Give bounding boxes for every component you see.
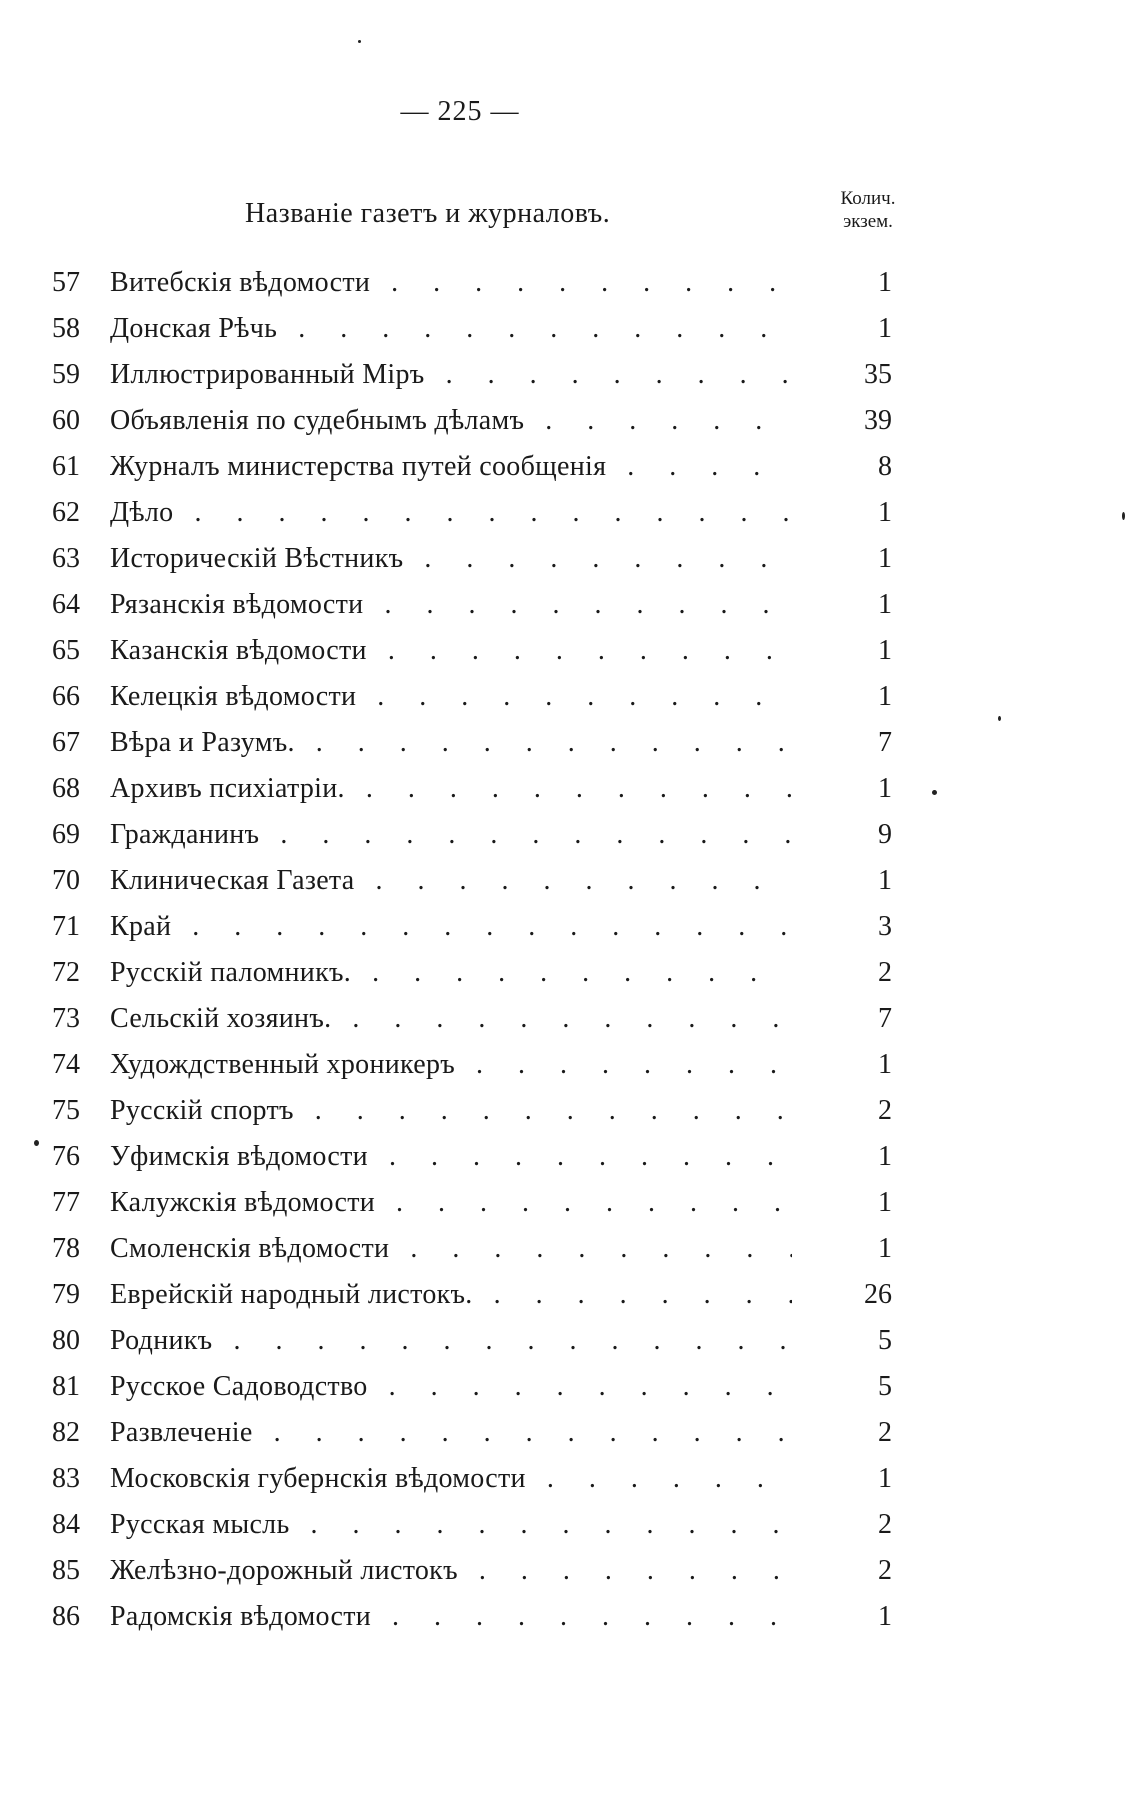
list-item	[52, 1594, 912, 1640]
periodical-title: Калужскія вѣдомости . . .	[110, 1180, 792, 1226]
periodical-title: Вѣра и Разумъ. . . .	[110, 720, 792, 766]
print-speck	[998, 716, 1001, 721]
item-number: 86	[52, 1601, 80, 1632]
list-item	[52, 398, 912, 444]
periodical-title: Уфимскія вѣдомости . . .	[110, 1134, 792, 1180]
copies-count: 26	[864, 1279, 892, 1310]
list-item	[52, 352, 912, 398]
list-item	[52, 1502, 912, 1548]
item-number: 64	[52, 589, 80, 620]
copies-count: 5	[878, 1371, 892, 1402]
item-number: 67	[52, 727, 80, 758]
list-item	[52, 858, 912, 904]
periodical-title: Иллюстрированный Міръ . . .	[110, 352, 792, 398]
periodical-title: Клиническая Газета . . .	[110, 858, 792, 904]
list-item	[52, 1272, 912, 1318]
item-number: 66	[52, 681, 80, 712]
periodical-title: Донская Рѣчь . . .	[110, 306, 792, 352]
periodical-title: Дѣло . . .	[110, 490, 792, 536]
item-number: 60	[52, 405, 80, 436]
page-number: — 225 —	[400, 96, 520, 127]
list-item	[52, 1318, 912, 1364]
list-item	[52, 1410, 912, 1456]
item-number: 57	[52, 267, 80, 298]
list-item	[52, 904, 912, 950]
print-speck	[932, 790, 937, 795]
item-number: 74	[52, 1049, 80, 1080]
item-number: 82	[52, 1417, 80, 1448]
periodical-title: Объявленія по судебнымъ дѣламъ . . .	[110, 398, 792, 444]
periodical-title: Смоленскія вѣдомости . . .	[110, 1226, 792, 1272]
table-header-title: Названіе газетъ и журналовъ.	[245, 198, 611, 229]
copies-count: 1	[878, 267, 892, 298]
list-item	[52, 766, 912, 812]
list-item	[52, 1134, 912, 1180]
copies-count: 1	[878, 1601, 892, 1632]
periodical-title: Край . . .	[110, 904, 792, 950]
list-item	[52, 260, 912, 306]
list-item	[52, 536, 912, 582]
item-number: 84	[52, 1509, 80, 1540]
copies-count: 1	[878, 1187, 892, 1218]
item-number: 61	[52, 451, 80, 482]
item-number: 63	[52, 543, 80, 574]
copies-count: 2	[878, 1095, 892, 1126]
periodical-title: Русскій паломникъ. . . .	[110, 950, 792, 996]
copies-count: 1	[878, 1233, 892, 1264]
periodical-title: Казанскія вѣдомости . . .	[110, 628, 792, 674]
periodical-title: Витебскія вѣдомости . . .	[110, 260, 792, 306]
print-speck	[34, 1140, 39, 1146]
list-item	[52, 812, 912, 858]
copies-count: 2	[878, 1509, 892, 1540]
copies-count: 39	[864, 405, 892, 436]
copies-count: 5	[878, 1325, 892, 1356]
list-item	[52, 1226, 912, 1272]
periodical-title: Русское Садоводство . . .	[110, 1364, 792, 1410]
item-number: 70	[52, 865, 80, 896]
periodical-title: Московскія губернскія вѣдомости . . .	[110, 1456, 792, 1502]
copies-count: 1	[878, 1463, 892, 1494]
list-item	[52, 1364, 912, 1410]
periodical-title: Желѣзно-дорожный листокъ . . .	[110, 1548, 792, 1594]
item-number: 81	[52, 1371, 80, 1402]
list-item	[52, 996, 912, 1042]
item-number: 75	[52, 1095, 80, 1126]
copies-count: 2	[878, 1417, 892, 1448]
copies-count: 1	[878, 1049, 892, 1080]
copies-count: 1	[878, 313, 892, 344]
periodical-title: Рязанскія вѣдомости . . .	[110, 582, 792, 628]
periodical-title: Журналъ министерства путей сообщенія . . .	[110, 444, 792, 490]
copies-count: 1	[878, 497, 892, 528]
list-item	[52, 1180, 912, 1226]
item-number: 58	[52, 313, 80, 344]
item-number: 85	[52, 1555, 80, 1586]
copies-count: 2	[878, 957, 892, 988]
item-number: 71	[52, 911, 80, 942]
print-speck	[1122, 512, 1125, 520]
table-header-quantity	[818, 187, 918, 233]
item-number: 69	[52, 819, 80, 850]
periodical-title: Архивъ психіатріи. . . .	[110, 766, 792, 812]
periodical-title: Еврейскій народный листокъ. . . .	[110, 1272, 792, 1318]
list-item	[52, 628, 912, 674]
item-number: 72	[52, 957, 80, 988]
item-number: 65	[52, 635, 80, 666]
quantity-header-line1: Колич.	[840, 188, 896, 209]
copies-count: 1	[878, 635, 892, 666]
periodical-title: Развлеченіе . . .	[110, 1410, 792, 1456]
item-number: 68	[52, 773, 80, 804]
list-item	[52, 674, 912, 720]
item-number: 59	[52, 359, 80, 390]
item-number: 83	[52, 1463, 80, 1494]
list-item	[52, 1042, 912, 1088]
copies-count: 7	[878, 727, 892, 758]
copies-count: 7	[878, 1003, 892, 1034]
list-item	[52, 582, 912, 628]
periodical-title: Русская мысль . . .	[110, 1502, 792, 1548]
copies-count: 1	[878, 865, 892, 896]
item-number: 80	[52, 1325, 80, 1356]
periodical-title: Радомскія вѣдомости . . .	[110, 1594, 792, 1640]
copies-count: 35	[864, 359, 892, 390]
copies-count: 1	[878, 681, 892, 712]
list-item	[52, 1456, 912, 1502]
copies-count: 1	[878, 589, 892, 620]
item-number: 73	[52, 1003, 80, 1034]
periodical-title: Гражданинъ . . .	[110, 812, 792, 858]
list-item	[52, 1548, 912, 1594]
periodicals-list	[52, 260, 912, 1640]
print-speck	[358, 40, 361, 43]
copies-count: 8	[878, 451, 892, 482]
periodical-title: Русскій спортъ . . .	[110, 1088, 792, 1134]
list-item	[52, 444, 912, 490]
copies-count: 2	[878, 1555, 892, 1586]
list-item	[52, 1088, 912, 1134]
copies-count: 1	[878, 773, 892, 804]
list-item	[52, 306, 912, 352]
item-number: 62	[52, 497, 80, 528]
list-item	[52, 490, 912, 536]
periodical-title: Келецкія вѣдомости . . .	[110, 674, 792, 720]
copies-count: 1	[878, 543, 892, 574]
quantity-header-line2: экзем.	[843, 211, 893, 232]
periodical-title: Худождственный хроникеръ . . .	[110, 1042, 792, 1088]
item-number: 79	[52, 1279, 80, 1310]
list-item	[52, 950, 912, 996]
periodical-title: Историческій Вѣстникъ . . .	[110, 536, 792, 582]
periodical-title: Родникъ . . .	[110, 1318, 792, 1364]
item-number: 77	[52, 1187, 80, 1218]
item-number: 76	[52, 1141, 80, 1172]
copies-count: 1	[878, 1141, 892, 1172]
item-number: 78	[52, 1233, 80, 1264]
copies-count: 9	[878, 819, 892, 850]
periodical-title: Сельскій хозяинъ. . . .	[110, 996, 792, 1042]
copies-count: 3	[878, 911, 892, 942]
list-item	[52, 720, 912, 766]
